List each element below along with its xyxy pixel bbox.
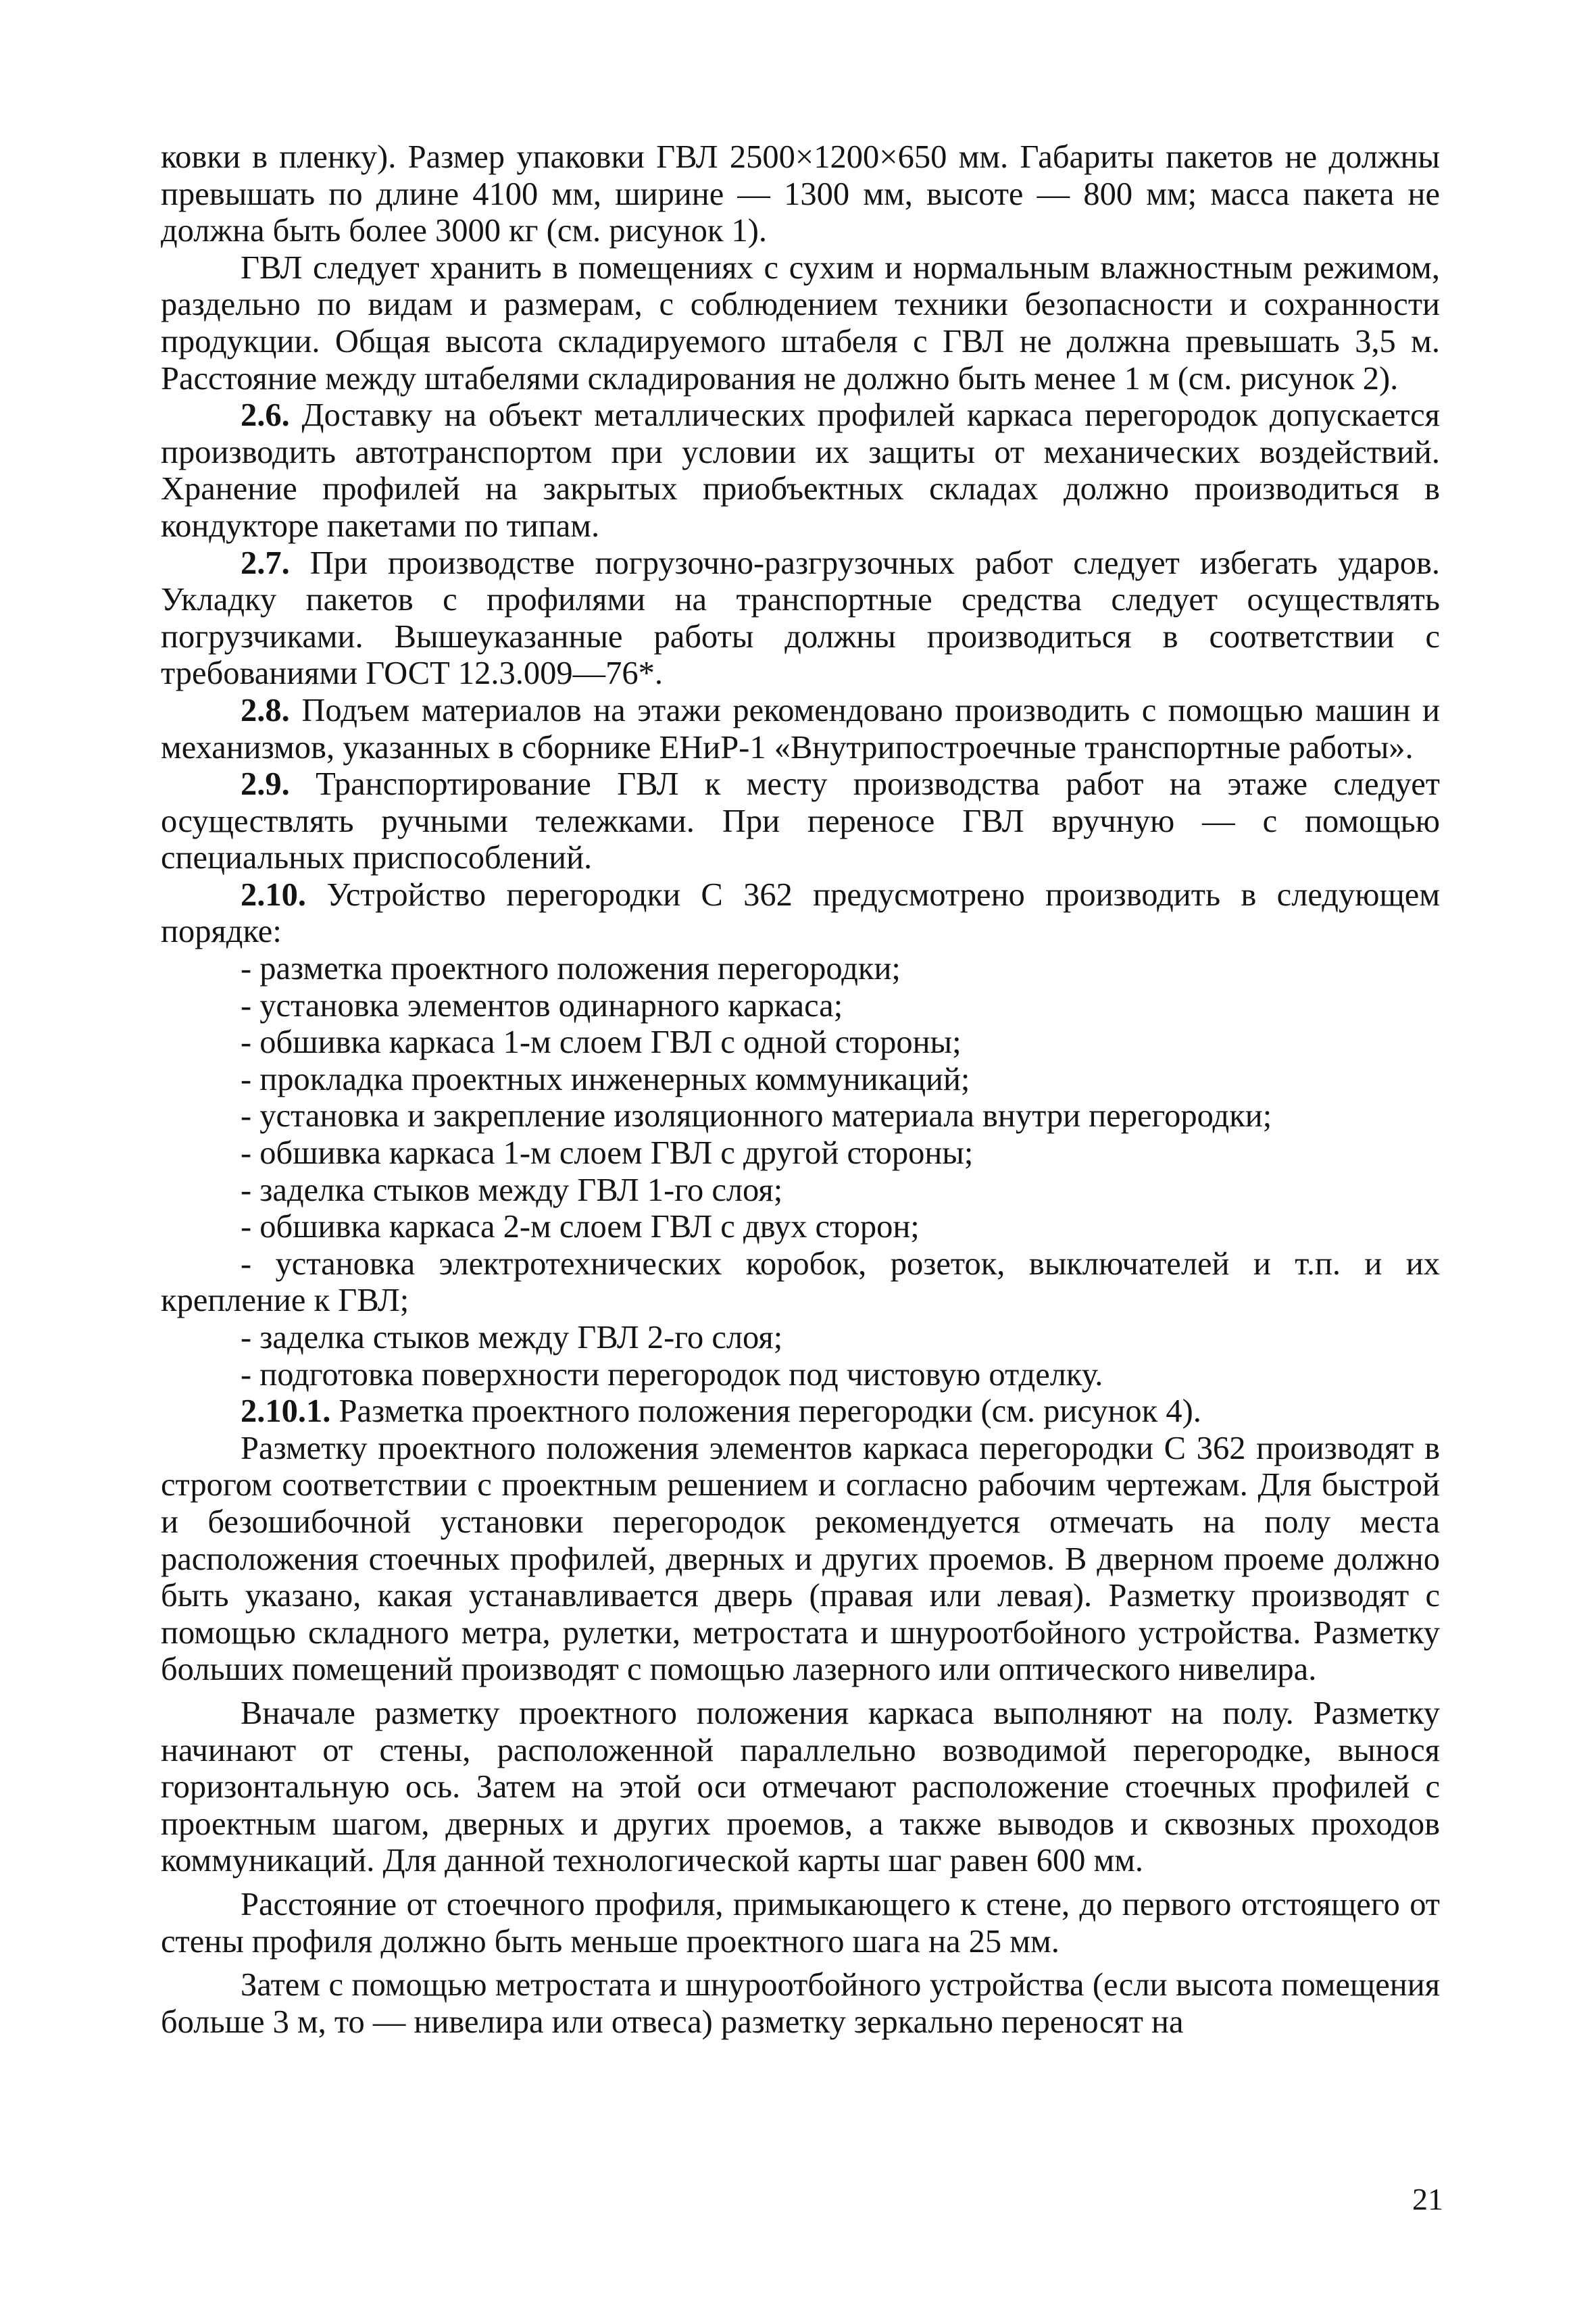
paragraph: Расстояние от стоечного профиля, примыкающего к стене, до первого отстоящего от стены профиля должно быть меньше проектного шага на 25 мм.: [161, 1886, 1440, 1960]
paragraph-text: Доставку на объект металлических профилей каркаса перегородок допускается производить автотранспортом при условии их защиты от механических воздействий. Хранение профилей на закрытых приобъектных складах должно производиться в кондукторе пакетами по типам.: [161, 397, 1440, 544]
list-item: - разметка проектного положения перегородки;: [241, 951, 901, 987]
list-item: - заделка стыков между ГВЛ 1-го слоя;: [241, 1172, 783, 1208]
list-item: - обшивка каркаса 1-м слоем ГВЛ с другой стороны;: [241, 1135, 974, 1172]
section-2-9: [161, 766, 1440, 877]
section-2-8: [161, 693, 1440, 766]
paragraph: ГВЛ следует хранить в помещениях с сухим и нормальным влажностным режимом, раздельно по видам и размерам, с соблюдением техники безопасности и сохранности продукции. Общая высота складируемого штабеля с ГВЛ не должна превышать 3,5 м. Расстояние между штабелями складирования не должно быть менее 1 м (см. рисунок 2).: [161, 249, 1440, 397]
section-number: 2.6.: [241, 397, 290, 434]
paragraph: Разметку проектного положения элементов каркаса перегородки С 362 производят в строгом соответствии с проектным решением и согласно рабочим чертежам. Для быстрой и безошибочной установки перегородок рекомендуется отмечать на полу места расположения стоечных профилей, дверных и других проемов. В дверном проеме должно быть указано, какая устанавливается дверь (правая или левая). Разметку производят с помощью складного метра, рулетки, метростата и шнуроотбойного устройства. Разметку больших помещений производят с помощью лазерного или оптического нивелира.: [161, 1430, 1440, 1688]
list-item: - установка и закрепление изоляционного материала внутри перегородки;: [241, 1098, 1272, 1135]
section-2-6: [161, 397, 1440, 545]
section-number: 2.8.: [241, 692, 290, 728]
paragraph-text: Транспортирование ГВЛ к месту производства работ на этаже следует осуществлять ручными тележками. При переносе ГВЛ вручную — с помощью специальных приспособлений.: [161, 766, 1441, 876]
paragraph-text: При производстве погрузочно-разгрузочных работ следует избегать ударов. Укладку пакетов с профилями на транспортные средства следует осуществлять погрузчиками. Вышеуказанные работы должны производиться в соответствии с требованиями ГОСТ 12.3.009—76*.: [161, 545, 1440, 692]
section-number: 2.10.1.: [241, 1393, 331, 1430]
list-item: - подготовка поверхности перегородок под чистовую отделку.: [241, 1356, 1103, 1393]
section-number: 2.9.: [241, 766, 290, 803]
list-item: - прокладка проектных инженерных коммуникаций;: [241, 1061, 970, 1097]
paragraph-text: Разметка проектного положения перегородки (см. рисунок 4).: [339, 1393, 1201, 1430]
section-number: 2.7.: [241, 545, 290, 581]
paragraph: Вначале разметку проектного положения каркаса выполняют на полу. Разметку начинают от стены, расположенной параллельно возводимой перегородке, вынося горизонтальную ось. Затем на этой оси отмечают расположение стоечных профилей с проектным шагом, дверных и других проемов, а также выводов и сквозных проходов коммуникаций. Для данной технологической карты шаг равен 600 мм.: [161, 1695, 1440, 1879]
paragraph: ковки в пленку). Размер упаковки ГВЛ 2500×1200×650 мм. Габариты пакетов не должны превышать по длине 4100 мм, ширине — 1300 мм, высоте — 800 мм; масса пакета не должна быть более 3000 кг (см. рисунок 1).: [161, 139, 1440, 249]
paragraph: Затем с помощью метростата и шнуроотбойного устройства (если высота помещения больше 3 м, то — нивелира или отвеса) разметку зеркально переносят на: [161, 1967, 1440, 2040]
list-item: - установка элементов одинарного каркаса;: [241, 987, 843, 1024]
document-page: [161, 139, 1440, 2041]
paragraph-text: Подъем материалов на этажи рекомендовано производить с помощью машин и механизмов, указанных в сборнике ЕНиР-1 «Внутрипостроечные транспортные работы».: [161, 692, 1440, 766]
section-2-10: [161, 877, 1440, 951]
list-item: - обшивка каркаса 2-м слоем ГВЛ с двух сторон;: [241, 1209, 920, 1245]
list-item: - установка электротехнических коробок, розеток, выключателей и т.п. и их крепление к ГВЛ;: [161, 1245, 1440, 1319]
list-item: - обшивка каркаса 1-м слоем ГВЛ с одной стороны;: [241, 1024, 962, 1061]
page-number: 21: [1412, 2182, 1443, 2216]
section-2-7: [161, 545, 1440, 693]
list-item: - заделка стыков между ГВЛ 2-го слоя;: [241, 1320, 783, 1355]
section-number: 2.10.: [241, 876, 306, 913]
section-2-10-1: [161, 1393, 1440, 1430]
paragraph-text: Устройство перегородки С 362 предусмотрено производить в следующем порядке:: [161, 876, 1441, 950]
